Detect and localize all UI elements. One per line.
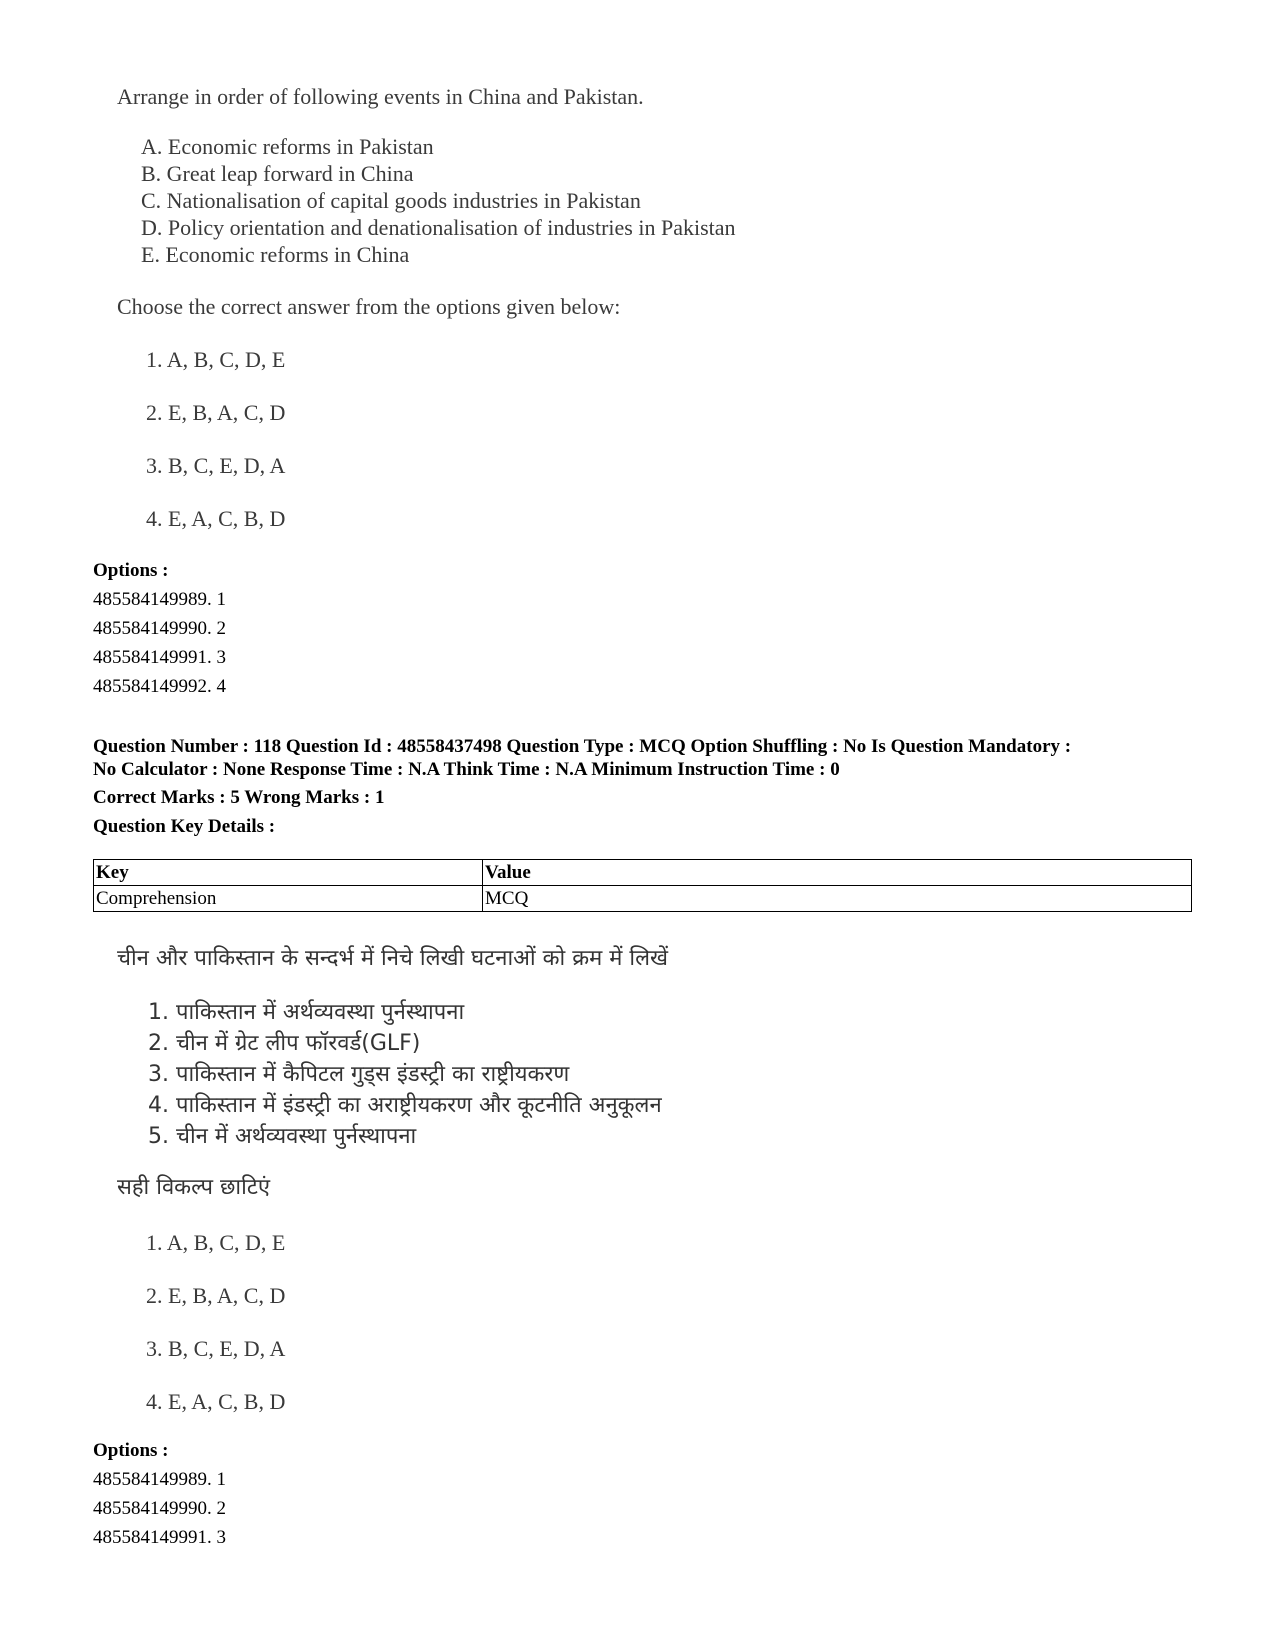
question-instruction: Choose the correct answer from the options given below: <box>117 294 621 319</box>
event-item: 3. पाकिस्तान में कैपिटल गुड्स इंडस्ट्री का राष्ट्रीयकरण <box>148 1062 570 1087</box>
answer-choice: 1. A, B, C, D, E <box>146 1230 286 1255</box>
marks-line: Correct Marks : 5 Wrong Marks : 1 <box>93 787 385 808</box>
key-details-table <box>93 859 1192 912</box>
question-image-hindi <box>0 930 1275 1430</box>
option-item: 485584149989. 1 <box>93 1469 226 1490</box>
question-instruction: सही विकल्प छाटिएं <box>117 1175 271 1200</box>
answer-choice: 2. E, B, A, C, D <box>146 1283 286 1308</box>
option-item: 485584149990. 2 <box>93 618 226 639</box>
table-cell-key: Comprehension <box>94 886 483 912</box>
table-header-row <box>94 860 1192 886</box>
option-item: 485584149990. 2 <box>93 1498 226 1519</box>
answer-choice: 1. A, B, C, D, E <box>146 347 286 372</box>
option-item: 485584149992. 4 <box>93 676 226 697</box>
answer-choice: 4. E, A, C, B, D <box>146 506 286 531</box>
event-item: D. Policy orientation and denationalisation of industries in Pakistan <box>141 215 736 240</box>
answer-choice: 3. B, C, E, D, A <box>146 1336 286 1361</box>
table-header-key: Key <box>94 860 483 886</box>
event-item: 1. पाकिस्तान में अर्थव्यवस्था पुर्नस्थापना <box>148 1000 465 1025</box>
option-item: 485584149989. 1 <box>93 589 226 610</box>
event-item: C. Nationalisation of capital goods industries in Pakistan <box>141 188 641 213</box>
answer-choice: 2. E, B, A, C, D <box>146 400 286 425</box>
question-prompt: चीन और पाकिस्तान के सन्दर्भ में निचे लिखी घटनाओं को क्रम में लिखें <box>117 946 669 971</box>
question-meta-line: No Calculator : None Response Time : N.A Think Time : N.A Minimum Instruction Time : 0 <box>93 759 840 780</box>
event-item: E. Economic reforms in China <box>141 242 410 267</box>
question-meta-line: Question Number : 118 Question Id : 48558437498 Question Type : MCQ Option Shuffling : No Is Question Mandatory : <box>93 736 1072 757</box>
table-cell-value: MCQ <box>483 886 1192 912</box>
table-row <box>94 886 1192 912</box>
event-item: 2. चीन में ग्रेट लीप फॉरवर्ड(GLF) <box>148 1031 421 1056</box>
option-item: 485584149991. 3 <box>93 647 226 668</box>
event-item: 4. पाकिस्तान में इंडस्ट्री का अराष्ट्रीयकरण और कूटनीति अनुकूलन <box>148 1093 662 1118</box>
question-prompt: Arrange in order of following events in China and Pakistan. <box>117 84 644 109</box>
event-item: A. Economic reforms in Pakistan <box>141 134 434 159</box>
question-image-english <box>0 0 1275 560</box>
option-item: 485584149991. 3 <box>93 1527 226 1548</box>
event-item: 5. चीन में अर्थव्यवस्था पुर्नस्थापना <box>148 1124 417 1149</box>
event-item: B. Great leap forward in China <box>141 161 414 186</box>
table-header-value: Value <box>483 860 1192 886</box>
answer-choice: 3. B, C, E, D, A <box>146 453 286 478</box>
answer-choice: 4. E, A, C, B, D <box>146 1389 286 1414</box>
key-details-label: Question Key Details : <box>93 816 276 837</box>
options-label: Options : <box>93 1440 169 1461</box>
options-label: Options : <box>93 560 169 581</box>
